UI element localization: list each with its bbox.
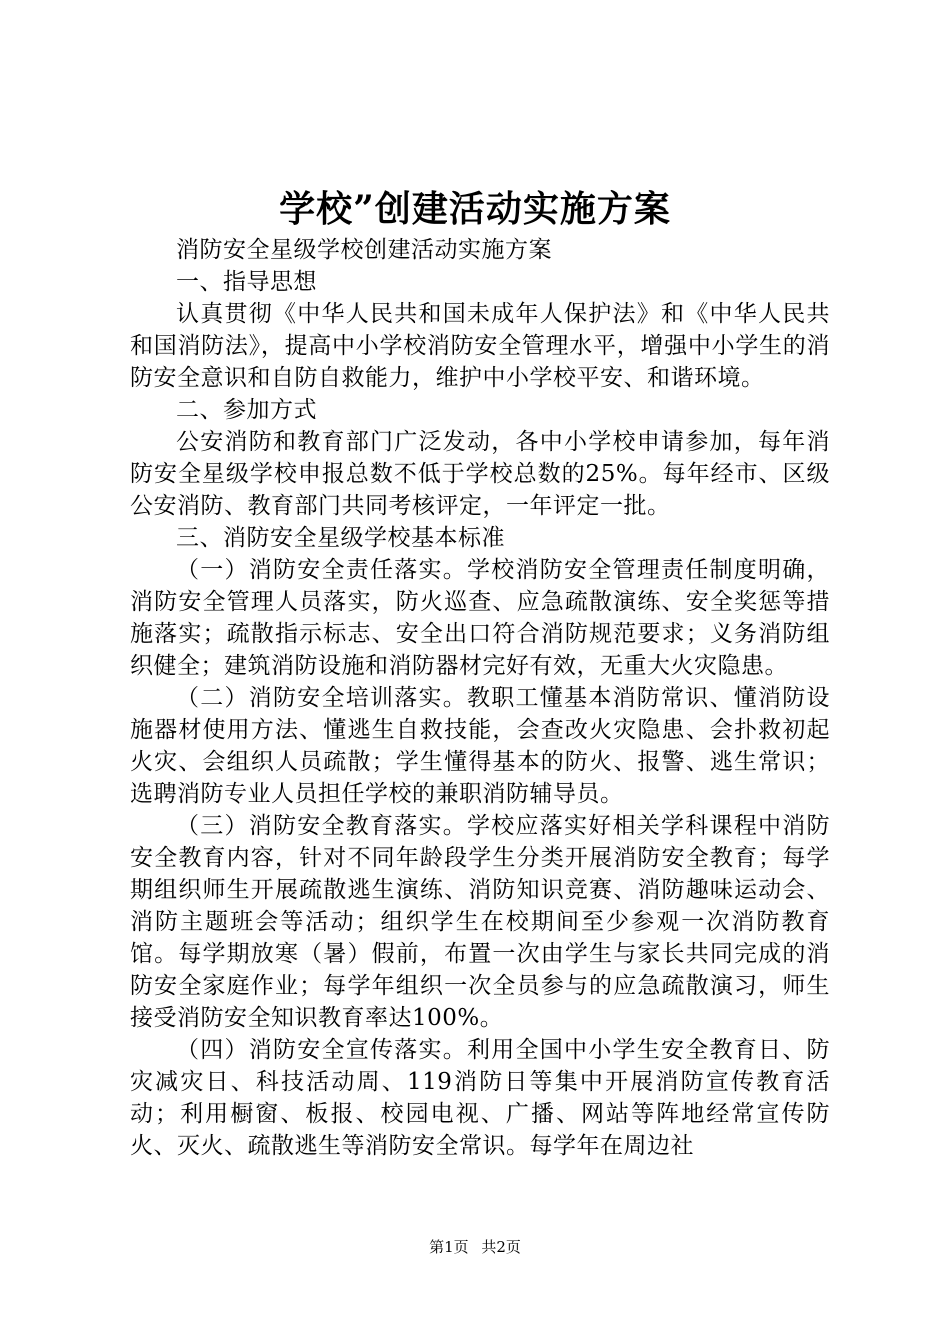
- page-footer: [0, 1236, 950, 1257]
- section-heading-2: 二、参加方式: [176, 397, 317, 423]
- section-heading-1: 一、指导思想: [176, 269, 317, 295]
- document-body: [130, 234, 830, 1162]
- page-number: 第1页: [429, 1238, 469, 1256]
- paragraph: 公安消防和教育部门广泛发动，各中小学校申请参加，每年消防安全星级学校申报总数不低于学校总数的25%。每年经市、区级公安消防、教育部门共同考核评定，一年评定一批。: [130, 429, 830, 519]
- paragraph: （二）消防安全培训落实。教职工懂基本消防常识、懂消防设施器材使用方法、懂逃生自救技能，会查改火灾隐患、会扑救初起火灾、会组织人员疏散；学生懂得基本的防火、报警、逃生常识；选聘消防专业人员担任学校的兼职消防辅导员。: [130, 685, 830, 807]
- page-total: 共2页: [481, 1238, 521, 1256]
- paragraph: （一）消防安全责任落实。学校消防安全管理责任制度明确，消防安全管理人员落实，防火巡查、应急疏散演练、安全奖惩等措施落实；疏散指示标志、安全出口符合消防规范要求；义务消防组织健全；建筑消防设施和消防器材完好有效，无重大火灾隐患。: [130, 557, 830, 679]
- paragraph: （四）消防安全宣传落实。利用全国中小学生安全教育日、防灾减灾日、科技活动周、119消防日等集中开展消防宣传教育活动；利用橱窗、板报、校园电视、广播、网站等阵地经常宣传防火、灭火、疏散逃生等消防安全常识。每学年在周边社: [130, 1037, 830, 1159]
- paragraph-subtitle: 消防安全星级学校创建活动实施方案: [176, 237, 552, 263]
- paragraph: 认真贯彻《中华人民共和国未成年人保护法》和《中华人民共和国消防法》，提高中小学校消防安全管理水平，增强中小学生的消防安全意识和自防自救能力，维护中小学校平安、和谐环境。: [130, 301, 830, 391]
- document-title: 学校”创建活动实施方案: [279, 188, 671, 230]
- section-heading-3: 三、消防安全星级学校基本标准: [176, 525, 505, 551]
- paragraph: （三）消防安全教育落实。学校应落实好相关学科课程中消防安全教育内容，针对不同年龄段学生分类开展消防安全教育；每学期组织师生开展疏散逃生演练、消防知识竞赛、消防趣味运动会、消防主题班会等活动；组织学生在校期间至少参观一次消防教育馆。每学期放寒（暑）假前，布置一次由学生与家长共同完成的消防安全家庭作业；每学年组织一次全员参与的应急疏散演习，师生接受消防安全知识教育率达100%。: [130, 813, 830, 1031]
